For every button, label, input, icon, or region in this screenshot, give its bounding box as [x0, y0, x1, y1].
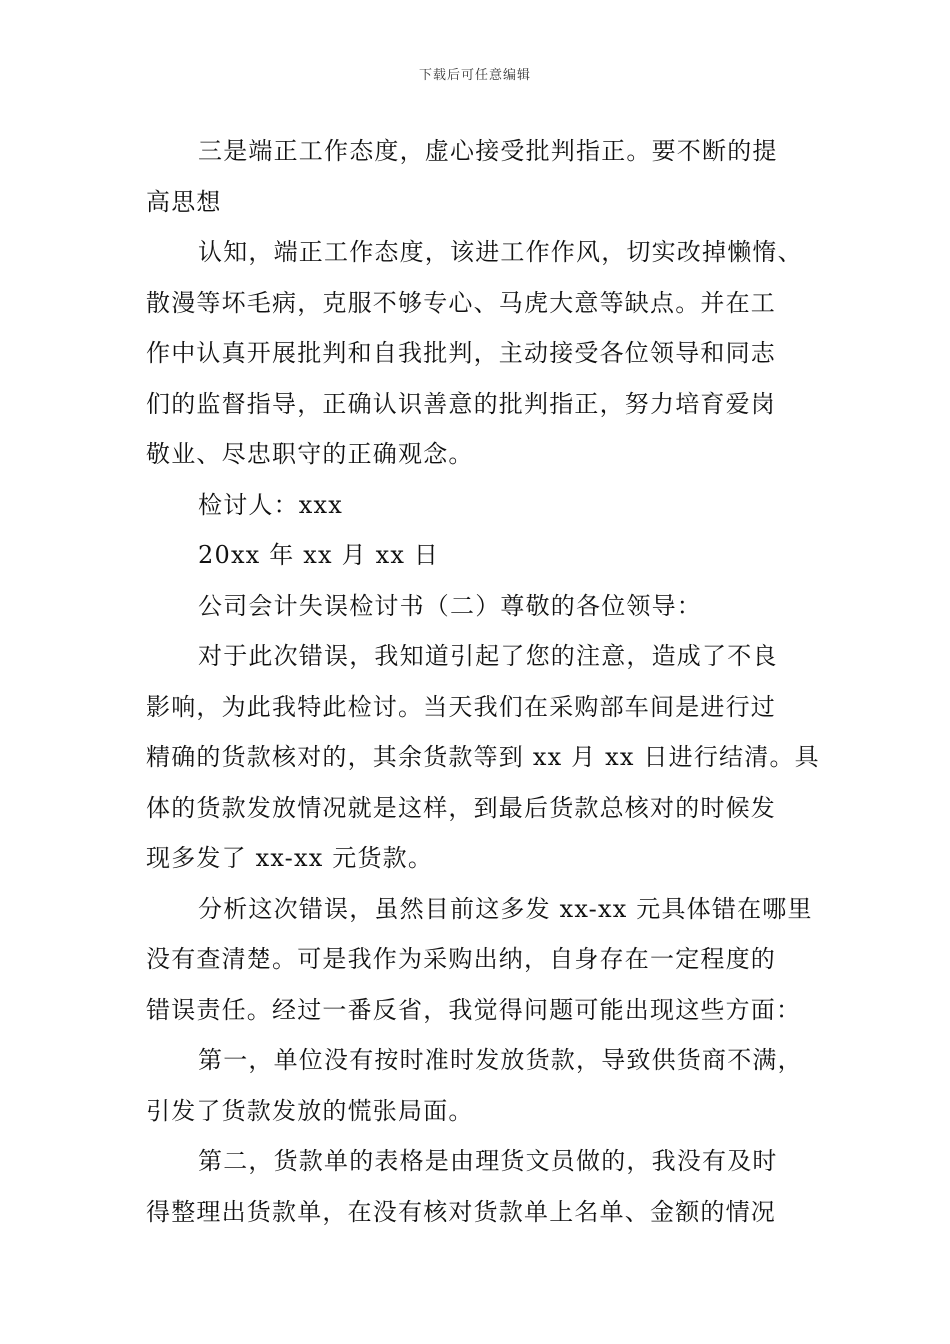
- document-body: [146, 126, 826, 1237]
- text-line: 第二，货款单的表格是由理货文员做的，我没有及时: [198, 1147, 778, 1175]
- text-line: 得整理出货款单，在没有核对货款单上名单、金额的情况: [146, 1197, 776, 1226]
- signature-line: 检讨人：xxx: [198, 490, 344, 519]
- page-header: 下载后可任意编辑: [418, 68, 531, 83]
- text-line: 影响，为此我特此检讨。当天我们在采购部车间是进行过: [146, 692, 776, 721]
- text-line: 敬业、尽忠职守的正确观念。: [146, 440, 474, 468]
- text-line: 引发了货款发放的慌张局面。: [146, 1096, 474, 1125]
- text-line: 对于此次错误，我知道引起了您的注意，造成了不良: [198, 642, 778, 670]
- text-line: 体的货款发放情况就是这样，到最后货款总核对的时候发: [146, 793, 776, 822]
- text-line: 第一，单位没有按时准时发放货款，导致供货商不满，: [198, 1046, 803, 1074]
- text-line: 作中认真开展批判和自我批判，主动接受各位领导和同志: [146, 339, 776, 367]
- text-line: 三是端正工作态度，虚心接受批判指正。要不断的提: [198, 137, 778, 165]
- text-line: 高思想: [146, 187, 222, 216]
- text-line: 分析这次错误，虽然目前这多发 xx-xx 元具体错在哪里: [198, 894, 813, 923]
- text-line: 错误责任。经过一番反省，我觉得问题可能出现这些方面：: [146, 995, 802, 1024]
- section-title: 公司会计失误检讨书（二）尊敬的各位领导：: [198, 591, 702, 620]
- text-line: 精确的货款核对的，其余货款等到 xx 月 xx 日进行结清。具: [146, 743, 820, 771]
- text-line: 没有查清楚。可是我作为采购出纳，自身存在一定程度的: [146, 945, 776, 973]
- text-line: 现多发了 xx-xx 元货款。: [146, 844, 434, 872]
- text-line: 认知，端正工作态度，该进工作作风，切实改掉懒惰、: [198, 238, 803, 266]
- text-line: 们的监督指导，正确认识善意的批判指正，努力培育爱岗: [146, 389, 776, 418]
- text-line: 散漫等坏毛病，克服不够专心、马虎大意等缺点。并在工: [146, 288, 776, 317]
- date-line: 20xx 年 xx 月 xx 日: [198, 541, 440, 569]
